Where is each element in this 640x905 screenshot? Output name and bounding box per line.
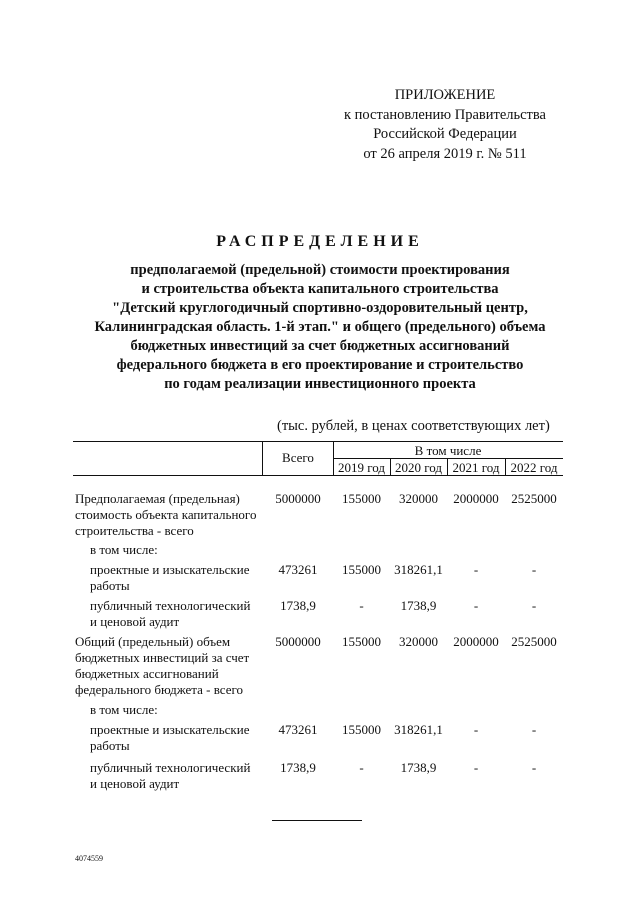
row-label: в том числе: [90, 702, 158, 717]
cell-2021: - [473, 562, 479, 577]
subtitle-line: "Детский круглогодичный спортивно-оздоровительный центр, [112, 300, 528, 316]
subtitle-line: и строительства объекта капитального строительства [141, 281, 499, 297]
cell-2021: - [473, 722, 479, 737]
attachment-line-1: к постановлению Правительства [344, 106, 546, 123]
cell-2022: 2525000 [511, 634, 557, 649]
cell-2022: - [531, 722, 537, 737]
header-year: 2022 год [510, 460, 558, 475]
closing-rule [272, 820, 362, 821]
cell-total: 1738,9 [280, 598, 316, 613]
cell-2019: 155000 [342, 562, 381, 577]
cell-2019: - [359, 598, 364, 613]
cell-2020: 318261,1 [394, 722, 443, 737]
subtitle-line: предполагаемой (предельной) стоимости проектирования [130, 262, 510, 278]
units-note: (тыс. рублей, в ценах соответствующих лет) [277, 418, 550, 434]
header-total: Всего [282, 450, 314, 465]
subtitle-line: федерального бюджета в его проектирование и строительство [116, 357, 524, 373]
document-title: РАСПРЕДЕЛЕНИЕ [216, 233, 424, 250]
cell-2020: 318261,1 [394, 562, 443, 577]
cell-2019: 155000 [342, 491, 381, 506]
row-label: Предполагаемая (предельная) стоимость объекта капитального строительства - всего [75, 491, 257, 538]
cell-2022: - [531, 598, 537, 613]
cell-total: 5000000 [275, 491, 321, 506]
attachment-line-3: от 26 апреля 2019 г. № 511 [363, 145, 527, 162]
cell-2021: - [473, 760, 479, 775]
header-including: В том числе [414, 443, 482, 458]
cell-2020: 1738,9 [400, 760, 437, 775]
subtitle-line: бюджетных инвестиций за счет бюджетных ассигнований [130, 338, 510, 354]
attachment-block [340, 86, 550, 164]
document-number: 4074559 [75, 854, 103, 863]
header-year: 2019 год [338, 460, 385, 475]
document-subtitle [60, 261, 580, 394]
header-year: 2020 год [395, 460, 442, 475]
cell-2020: 320000 [399, 634, 438, 649]
row-label: Общий (предельный) объем бюджетных инвестиций за счет бюджетных ассигнований федерального бюджета - всего [75, 634, 250, 697]
row-label: публичный технологический и ценовой аудит [90, 598, 251, 629]
cell-total: 1738,9 [280, 760, 316, 775]
cell-2022: 2525000 [511, 491, 557, 506]
row-label: проектные и изыскательские работы [90, 722, 250, 753]
cell-2019: 155000 [342, 722, 381, 737]
cell-2021: - [473, 598, 479, 613]
cell-total: 473261 [278, 722, 318, 737]
row-label: в том числе: [90, 542, 158, 557]
cell-2020: 1738,9 [400, 598, 437, 613]
cell-total: 5000000 [275, 634, 321, 649]
cell-2021: 2000000 [453, 634, 499, 649]
cell-2020: 320000 [399, 491, 438, 506]
cell-2019: 155000 [342, 634, 381, 649]
row-label: публичный технологический и ценовой аудит [90, 760, 251, 791]
cell-2022: - [531, 562, 537, 577]
attachment-title: ПРИЛОЖЕНИЕ [394, 87, 496, 103]
cell-2019: - [359, 760, 364, 775]
header-year: 2021 год [452, 460, 500, 475]
row-label: проектные и изыскательские работы [90, 562, 250, 593]
attachment-line-2: Российской Федерации [373, 126, 517, 142]
cell-2021: 2000000 [453, 491, 499, 506]
cell-2022: - [531, 760, 537, 775]
subtitle-line: по годам реализации инвестиционного проекта [164, 376, 476, 392]
cell-total: 473261 [278, 562, 318, 577]
subtitle-line: Калининградская область. 1-й этап." и общего (предельного) объема [94, 319, 546, 335]
table-top-rule [73, 441, 563, 442]
